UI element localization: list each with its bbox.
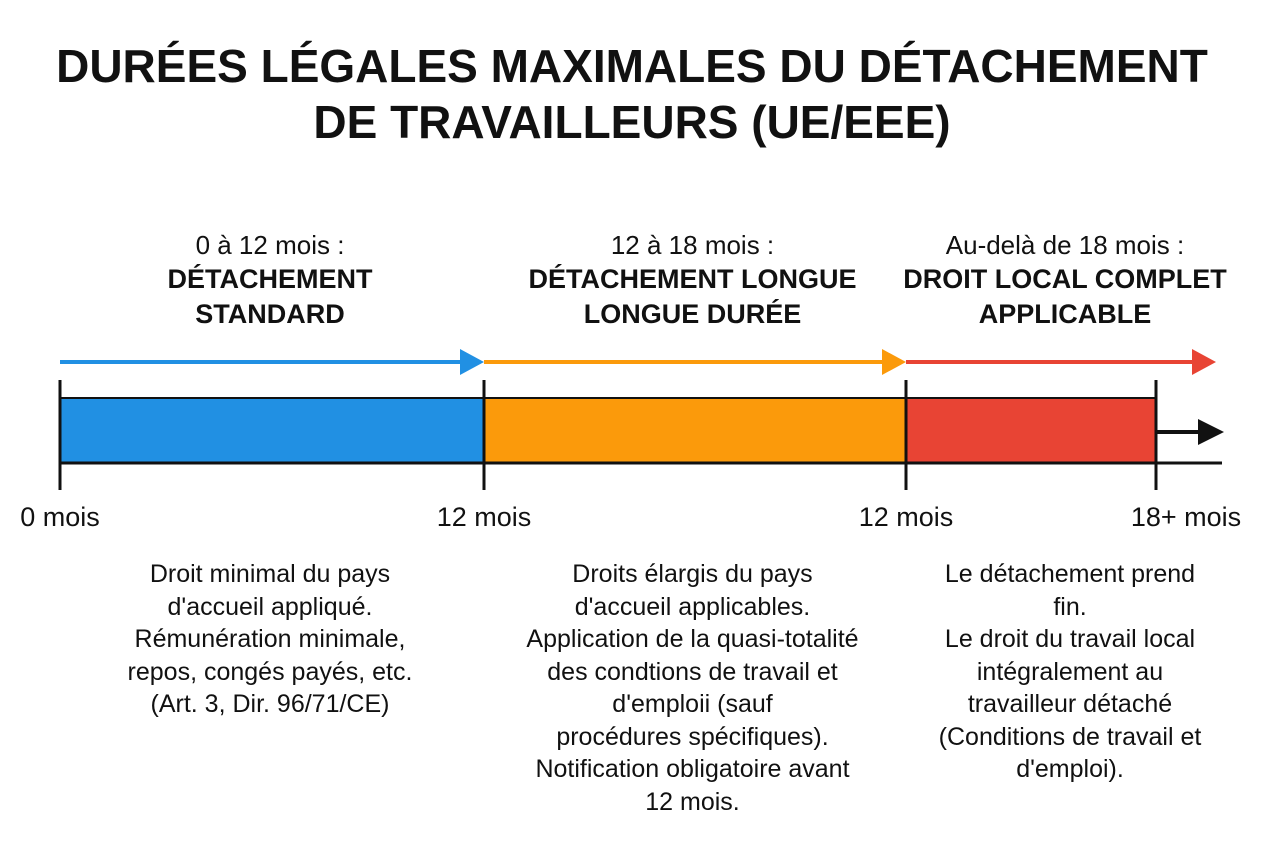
continuation-arrow-icon xyxy=(1156,419,1224,445)
desc-line: (Conditions de travail et xyxy=(938,722,1202,751)
desc-line: Application de la quasi-totalité xyxy=(526,625,859,653)
desc-line: Notification obligatoire avant xyxy=(535,755,850,783)
phase-range: Au-delà de 18 mois : xyxy=(945,230,1185,260)
tick-label-3: 18+ mois xyxy=(1130,502,1242,532)
desc-line: Le droit du travail local xyxy=(944,625,1196,653)
desc-line: d'emploi). xyxy=(1016,755,1124,783)
phase-range: 12 à 18 mois : xyxy=(610,230,775,260)
phase-arrow-local-law xyxy=(906,349,1216,375)
desc-line: des condtions de travail et xyxy=(547,657,838,686)
phase-range: 0 à 12 mois : xyxy=(195,230,345,260)
phase-bar-local-law xyxy=(906,398,1156,462)
tick-label-1: 12 mois xyxy=(436,502,532,532)
desc-line: d'accueil applicables. xyxy=(574,592,811,621)
tick-label-0: 0 mois xyxy=(20,502,100,532)
desc-line: repos, congés payés, etc. xyxy=(127,657,413,686)
phase-bar-standard xyxy=(60,398,484,462)
desc-line: d'accueil appliqué. xyxy=(167,592,373,621)
phase-description-standard xyxy=(95,558,445,721)
phase-name-line-1: DÉTACHEMENT LONGUE xyxy=(528,264,857,294)
desc-line: Le détachement prend xyxy=(944,560,1196,588)
desc-line: procédures spécifiques). xyxy=(556,722,829,751)
phase-description-local-law xyxy=(905,558,1235,786)
title-line-1: DURÉES LÉGALES MAXIMALES DU DÉTACHEMENT xyxy=(56,40,1208,92)
phase-description-long xyxy=(495,558,890,818)
phase-arrow-long xyxy=(484,349,906,375)
desc-line: intégralement au xyxy=(976,657,1164,686)
phase-name-line-2: STANDARD xyxy=(195,299,345,329)
desc-line: Droits élargis du pays xyxy=(572,560,813,588)
phase-name-line-1: DÉTACHEMENT xyxy=(167,264,373,294)
desc-line: Droit minimal du pays xyxy=(149,560,391,588)
phase-name-line-2: APPLICABLE xyxy=(978,299,1152,329)
desc-line: d'emploii (sauf xyxy=(612,690,773,718)
phase-bar-long xyxy=(484,398,906,462)
desc-line: Rémunération minimale, xyxy=(134,625,406,653)
desc-line: travailleur détaché xyxy=(967,690,1173,718)
phase-name-line-1: DROIT LOCAL COMPLET xyxy=(903,264,1227,294)
desc-line: (Art. 3, Dir. 96/71/CE) xyxy=(150,690,390,718)
phase-arrow-standard xyxy=(60,349,484,375)
title-line-2: DE TRAVAILLEURS (UE/EEE) xyxy=(313,96,951,148)
tick-label-2: 12 mois xyxy=(858,502,954,532)
desc-line: fin. xyxy=(1053,592,1087,621)
phase-name-line-2: LONGUE DURÉE xyxy=(583,299,802,329)
desc-line: 12 mois. xyxy=(645,787,740,816)
